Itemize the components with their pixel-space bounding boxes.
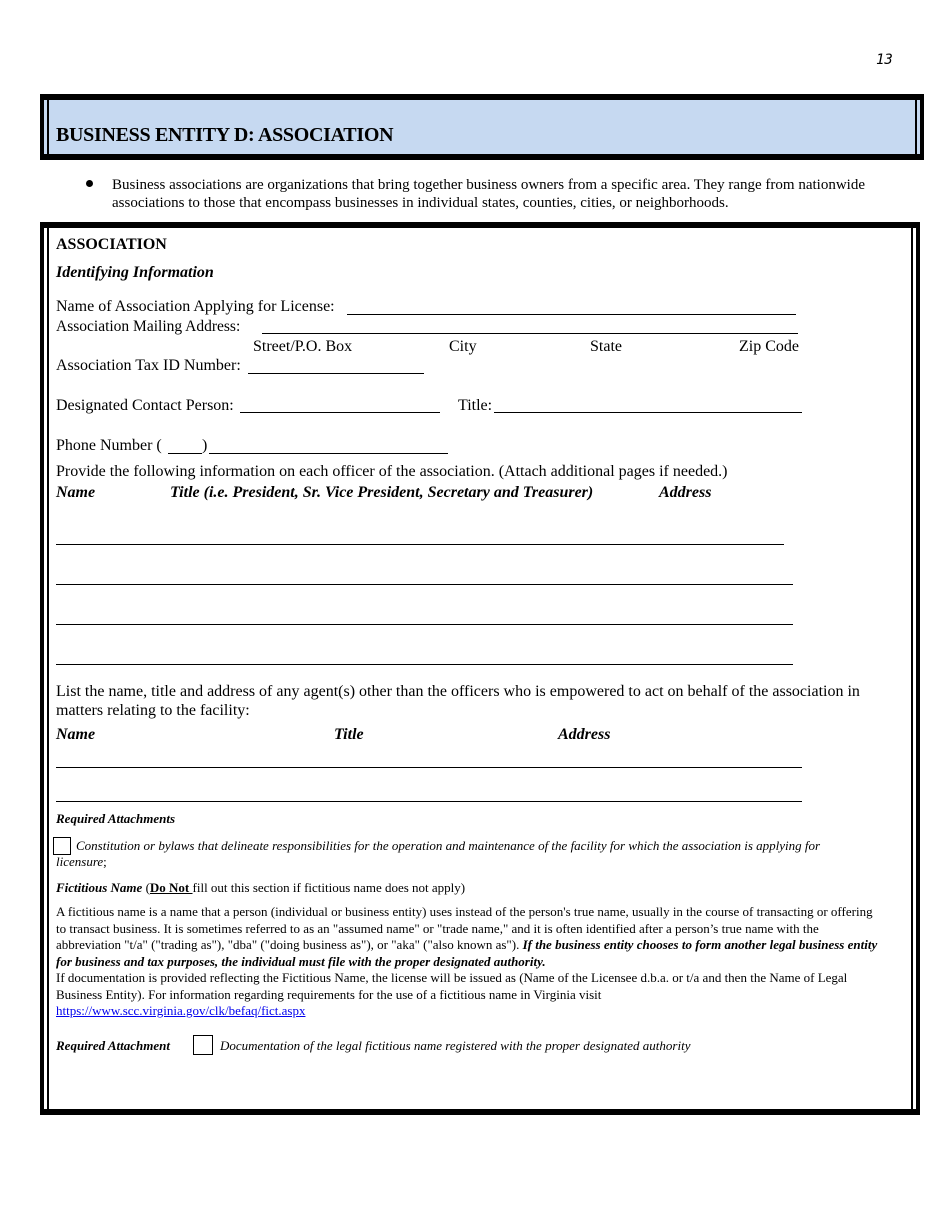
- fictitious-documentation-checkbox[interactable]: [193, 1035, 213, 1055]
- association-name-field[interactable]: [347, 314, 796, 315]
- agents-header-address: Address: [558, 726, 611, 743]
- agents-header-name: Name: [56, 726, 96, 743]
- attachment-bylaws-suffix: ;: [103, 854, 107, 869]
- state-caption: State: [590, 338, 622, 355]
- fictitious-paragraph-1: A fictitious name is a name that a person (individual or business entity) uses instead of the person's true name, usually in the course of transacting or offering to transact business. It is sometimes referred to as an "assumed name" or "trade name," and it is often identified after a person’s true name with the abbreviation "t/a" ("trading as"), "dba" ("doing business as"), or "aka" ("also known as").: [56, 904, 873, 952]
- fictitious-paren-rest: fill out this section if fictitious name does not apply): [192, 880, 466, 895]
- required-attachment-label: Required Attachment: [56, 1038, 170, 1053]
- tax-id-label: Association Tax ID Number:: [56, 357, 241, 374]
- agents-instruction: List the name, title and address of any agent(s) other than the officers who is empowered to act on behalf of the association in matters relating to the facility:: [56, 683, 860, 719]
- officer-row-2[interactable]: [56, 584, 793, 585]
- contact-person-field[interactable]: [240, 412, 440, 413]
- attachment-bylaws-text: [56, 838, 872, 870]
- phone-area-code-field[interactable]: [168, 453, 202, 454]
- officers-header-name: Name: [56, 484, 96, 501]
- agent-row-2[interactable]: [56, 801, 802, 802]
- phone-paren-close: ): [202, 437, 208, 454]
- fictitious-paragraph-1-bold: If the business entity chooses to form another legal business entity for business and tax purposes, the individual must file with the proper designated authority.: [56, 937, 878, 969]
- officers-instruction: Provide the following information on each officer of the association. (Attach additional pages if needed.): [56, 463, 728, 480]
- phone-label: Phone Number (: [56, 437, 162, 454]
- officers-header-title: Title (i.e. President, Sr. Vice President, Secretary and Treasurer): [170, 484, 594, 501]
- page-number: 13: [876, 52, 893, 68]
- agent-row-1[interactable]: [56, 767, 802, 768]
- officer-row-1[interactable]: [56, 544, 784, 545]
- phone-number-field[interactable]: [209, 453, 448, 454]
- attachment-bylaws-label: Constitution or bylaws that delineate responsibilities for the operation and maintenance of the facility for which the association is applying for licensure: [56, 838, 821, 869]
- fictitious-heading: Fictitious Name: [56, 880, 143, 895]
- section-header: [40, 94, 924, 160]
- officer-row-4[interactable]: [56, 664, 793, 665]
- subsection-title: Identifying Information: [56, 264, 214, 281]
- fictitious-heading-line: [56, 880, 465, 896]
- contact-person-label: Designated Contact Person:: [56, 397, 234, 414]
- bullet-icon: [86, 180, 93, 187]
- fictitious-paren-open: (: [142, 880, 150, 895]
- fictitious-description: [56, 904, 878, 1020]
- officer-row-3[interactable]: [56, 624, 793, 625]
- zip-caption: Zip Code: [739, 338, 799, 355]
- contact-title-field[interactable]: [494, 412, 802, 413]
- fictitious-paragraph-2: If documentation is provided reflecting the Fictitious Name, the license will be issued as (Name of the Licensee d.b.a. or t/a and then the Name of Legal Business Entity). For information regarding requirements for the use of a fictitious name in Virginia visit: [56, 970, 848, 1002]
- mailing-address-field[interactable]: [262, 333, 798, 334]
- required-attachments-label: Required Attachments: [56, 811, 176, 826]
- officers-header-address: Address: [659, 484, 712, 501]
- mailing-address-label: Association Mailing Address:: [56, 318, 241, 335]
- fictitious-documentation-text: Documentation of the legal fictitious name registered with the proper designated authority: [220, 1038, 691, 1053]
- association-name-label: Name of Association Applying for License:: [56, 298, 335, 315]
- intro-text: Business associations are organizations that bring together business owners from a specific area. They range from nationwide associations to those that encompass businesses in individual states, counties, cities, or neighborhoods.: [112, 177, 865, 211]
- tax-id-field[interactable]: [248, 373, 424, 374]
- section-title: ASSOCIATION: [56, 236, 167, 253]
- street-caption: Street/P.O. Box: [253, 338, 353, 355]
- page-title: BUSINESS ENTITY D: ASSOCIATION: [56, 124, 394, 146]
- fictitious-info-link[interactable]: https://www.scc.virginia.gov/clk/befaq/fict.aspx: [56, 1003, 306, 1018]
- agents-header-title: Title: [334, 726, 364, 743]
- city-caption: City: [449, 338, 477, 355]
- contact-title-label: Title:: [458, 397, 493, 414]
- fictitious-do-not: Do Not: [149, 880, 193, 895]
